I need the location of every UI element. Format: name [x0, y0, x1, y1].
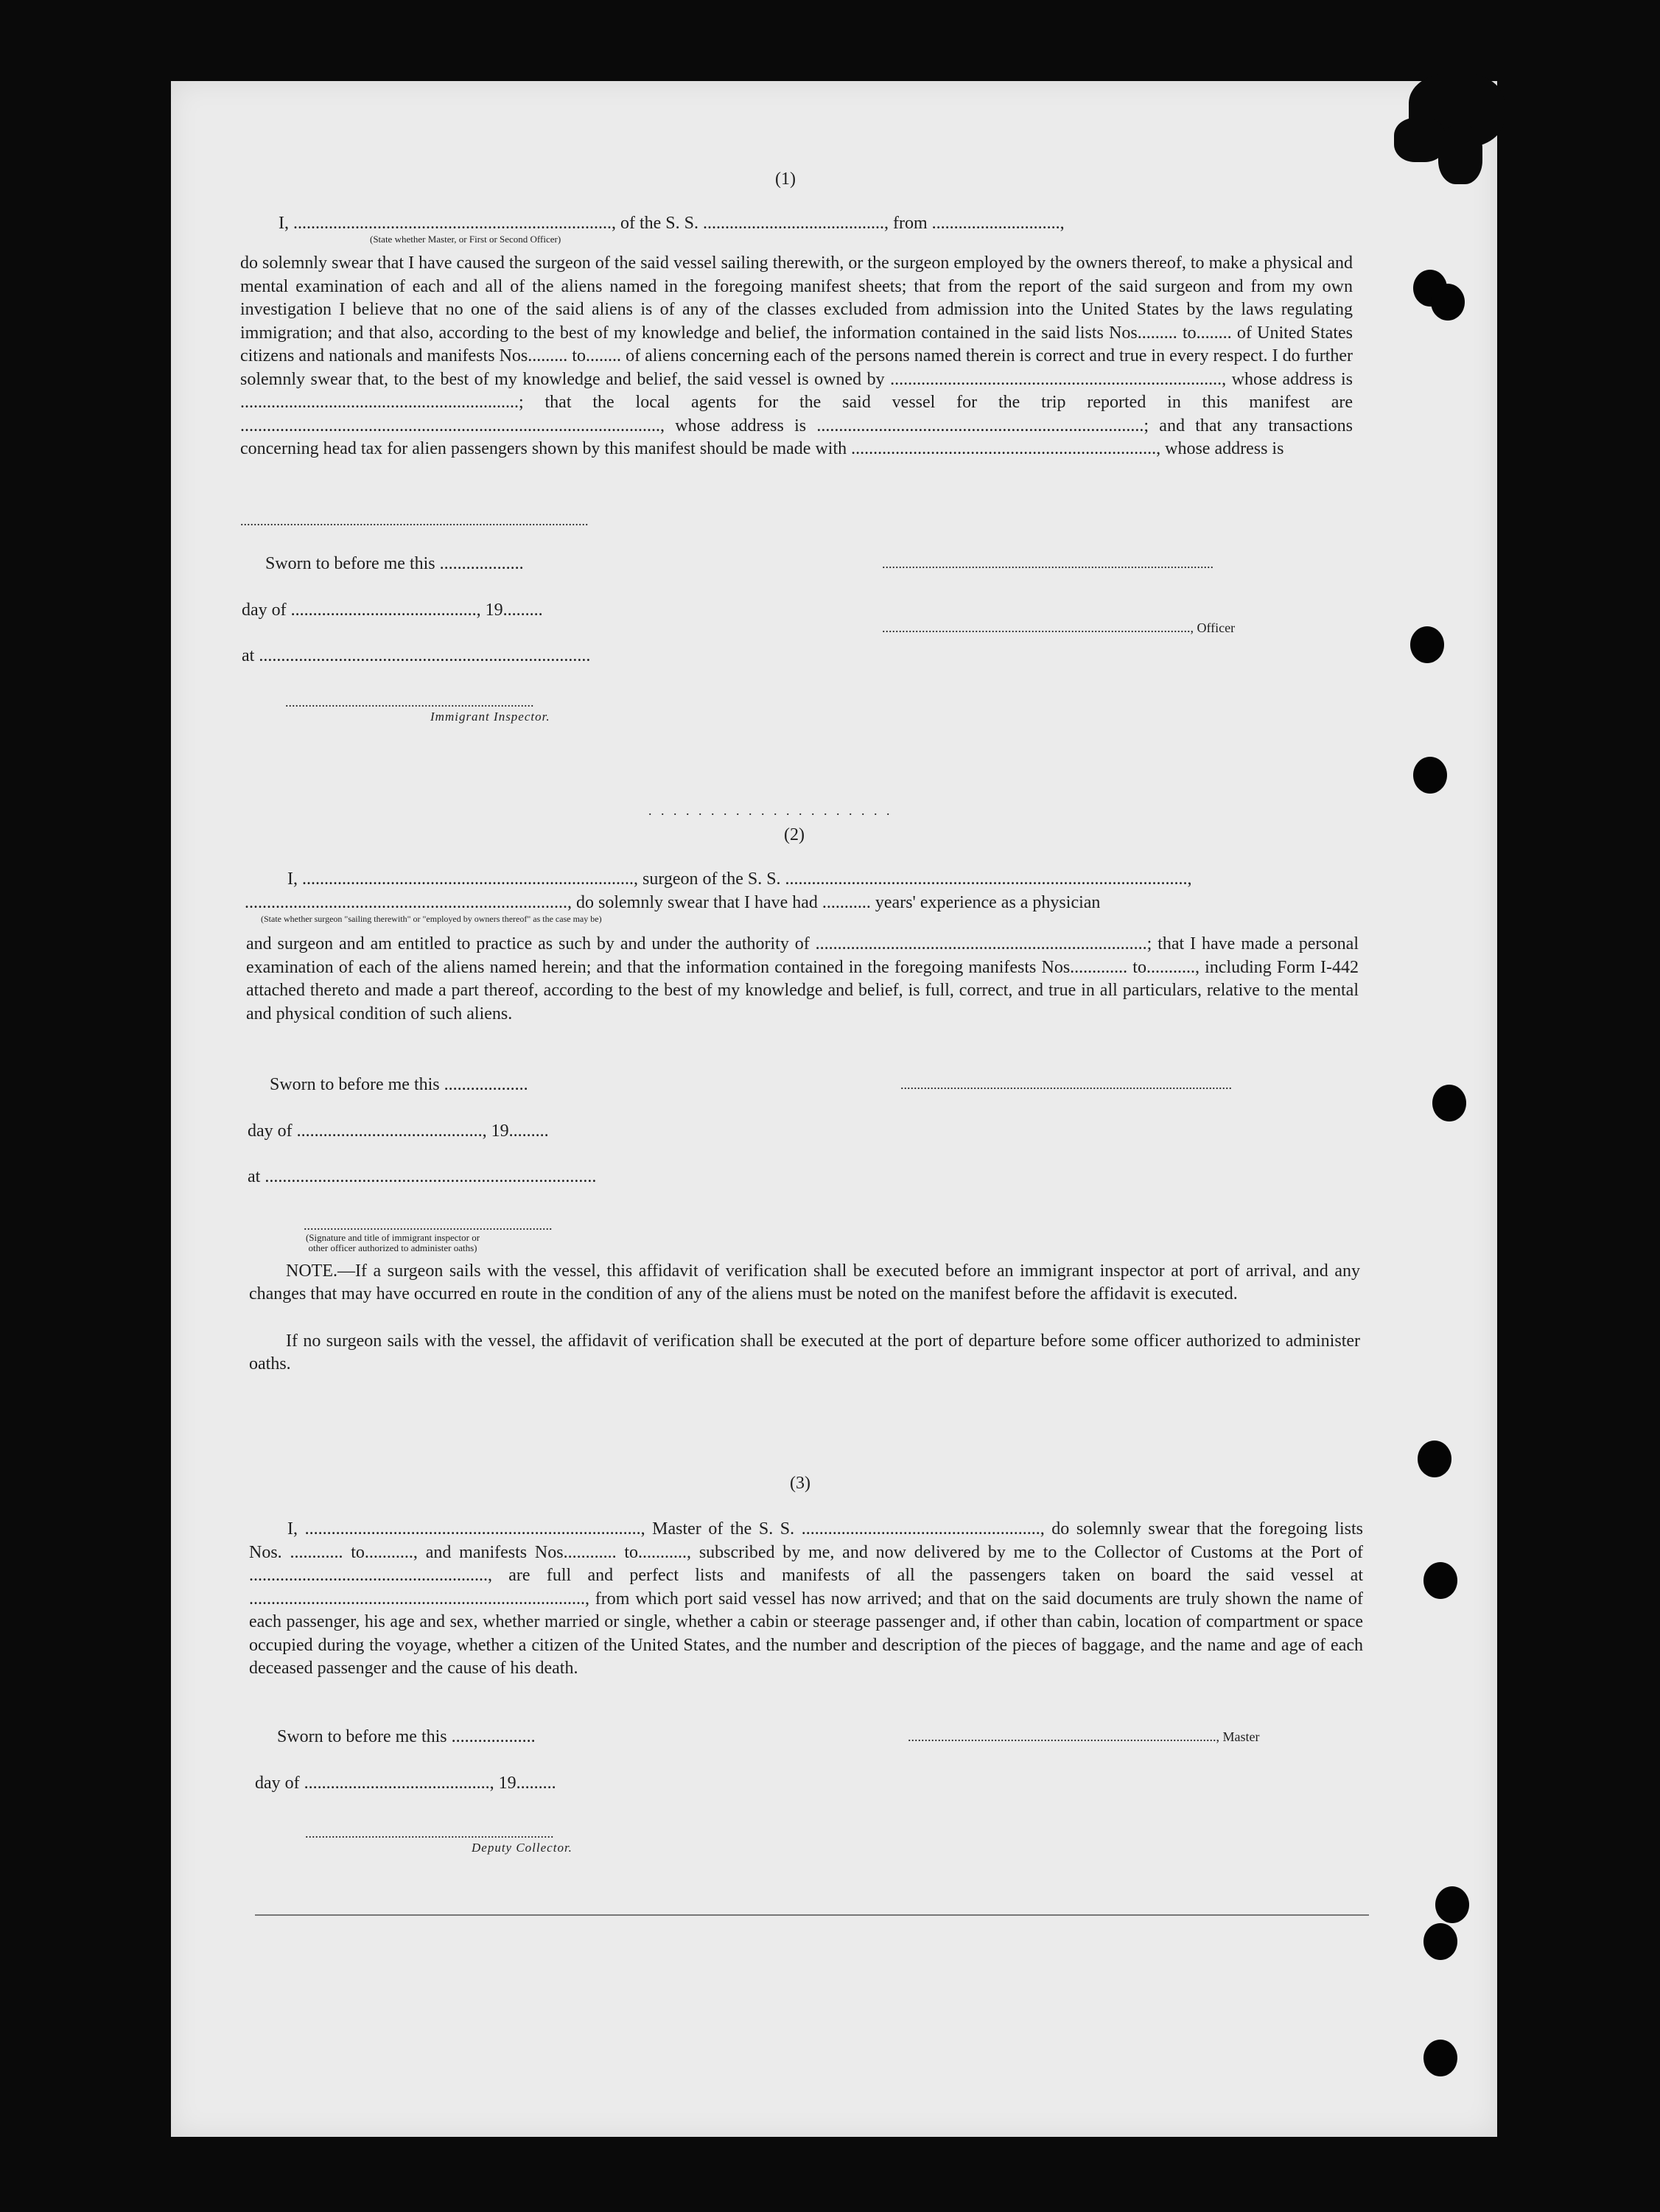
section2-body: and surgeon and am entitled to practice as such by and under the authority of ...........................................................................; that I have made a personal examination of each of the aliens named herein; and that the information contained in the foregoing manifests Nos............. to..........., including Form I-442 attached thereto and made a part thereof, according to the best of my knowledge and belief, is full, correct, and true in all particulars, relative to the mental and physical condition of such aliens.	[246, 934, 1359, 1023]
section1-sworn: Sworn to before me this ...................	[265, 554, 524, 573]
section1-inspector-caption: Immigrant Inspector.	[430, 710, 550, 724]
bottom-rule	[255, 1914, 1369, 1916]
punch-hole	[1423, 2040, 1457, 2076]
section1-dayof: day of .........................................., 19.........	[242, 601, 543, 620]
section2-line2: ........................................................................., do solemnly swear that I have had ........... years' experience as a physician	[245, 893, 1101, 912]
section1-body: do solemnly swear that I have caused the surgeon of the said vessel sailing therewith, or the surgeon employed by the owners thereof, to make a physical and mental examination of each and all of the aliens named in the foregoing manifest sheets; that from the report of the said surgeon and from my own investigation I believe that no one of the said aliens is of any of the classes excluded from admission into the United States by the laws regulating immigration; and that also, according to the best of my knowledge and belief, the information contained in the said lists Nos......... to........ of United States citizens and nationals and manifests Nos......... to........ of aliens concerning each of the persons named therein is correct and true in every respect. I do further solemnly swear that, to the best of my knowledge and belief, the said vessel is owned by ..........................................................................., whose address is ...............................................................; that the local agents for the said vessel for the trip reported in this manifest are ..............................................................................................., whose address is ..........................................................................; and that any transactions concerning head tax for alien passengers shown by this manifest should be made with ....................................................................., whose address is	[240, 253, 1353, 458]
punch-hole	[1435, 1886, 1469, 1923]
section3-body: I, ............................................................................, Master of the S. S. ......................................................, do solemnly swear that the foregoing lists Nos. ............ to..........., and manifests Nos............ to..........., subscribed by me, and now delivered by me to the Collector of Customs at the Port of ......................................................, are full and perfect lists and manifests of all the passengers taken on board the said vessel at ............................................................................, from which port said vessel has now arrived; and that on the said documents are truly shown the name of each passenger, his age and sex, whether married or single, whether a cabin or steerage passenger and, if other than cabin, location of compartment or space occupied during the voyage, whether a citizen of the United States, and the number and description of the pieces of baggage, and the name and age of each deceased passenger and the cause of his death.	[249, 1519, 1363, 1678]
section1-inspector-line: ...........................................................................	[285, 695, 534, 710]
section2-line1: I, ..........................................................................., surgeon of the S. S. ...........................................................................................,	[287, 869, 1192, 889]
punch-hole	[1423, 1562, 1457, 1599]
section2-at: at ...........................................................................	[248, 1167, 597, 1186]
section2-note1: NOTE.—If a surgeon sails with the vessel, this affidavit of verification shall be executed before an immigrant inspector at port of arrival, and any changes that may have occurred en route in the condition of any of the aliens must be noted on the manifest before the affidavit is executed.	[249, 1261, 1360, 1303]
punch-hole	[1418, 1441, 1451, 1477]
section1-officer-line2: ............................................................................................., Officer	[882, 620, 1236, 635]
section1-line1: I, ........................................................................, of the S. S. ........................................., from .............................,	[279, 214, 1065, 233]
punch-hole	[1432, 1085, 1466, 1121]
section2-note2: If no surgeon sails with the vessel, the affidavit of verification shall be executed at the port of departure before some officer authorized to administer oaths.	[249, 1331, 1360, 1373]
section3-collector-caption: Deputy Collector.	[472, 1841, 572, 1855]
section2-signature-line: ....................................................................................................	[900, 1077, 1232, 1092]
section3-collector-line: ...........................................................................	[305, 1826, 554, 1841]
section3-sworn: Sworn to before me this ...................	[277, 1727, 536, 1746]
section1-officer-line: ....................................................................................................	[882, 556, 1214, 571]
section1-at: at ...........................................................................	[242, 646, 591, 665]
section2-number: (2)	[784, 825, 805, 844]
separator-dots: . . . . . . . . . . . . . . . . . . . .	[648, 803, 893, 818]
section1-number: (1)	[775, 169, 796, 189]
section2-sworn: Sworn to before me this ...................	[270, 1075, 528, 1094]
torn-corner	[1438, 125, 1482, 184]
section2-sig-caption-line: ...........................................................................	[304, 1218, 553, 1233]
section3-dayof: day of .........................................., 19.........	[255, 1774, 556, 1793]
manifest-form-page	[171, 81, 1497, 2137]
punch-hole	[1431, 284, 1465, 321]
section2-caption: (State whether surgeon "sailing therewith" or "employed by owners thereof" as the case may be)	[261, 914, 602, 924]
section2-dayof: day of .........................................., 19.........	[248, 1121, 549, 1141]
section2-sig-caption: (Signature and title of immigrant inspector or other officer authorized to administer oaths)	[305, 1232, 480, 1253]
section3-master-line: ............................................................................................., Master	[908, 1729, 1260, 1744]
section3-number: (3)	[790, 1474, 810, 1493]
section1-caption: (State whether Master, or First or Second Officer)	[370, 234, 561, 245]
punch-hole	[1410, 626, 1444, 663]
punch-hole	[1423, 1923, 1457, 1960]
punch-hole	[1413, 757, 1447, 794]
section1-address-line: .........................................................................................................	[240, 514, 589, 528]
